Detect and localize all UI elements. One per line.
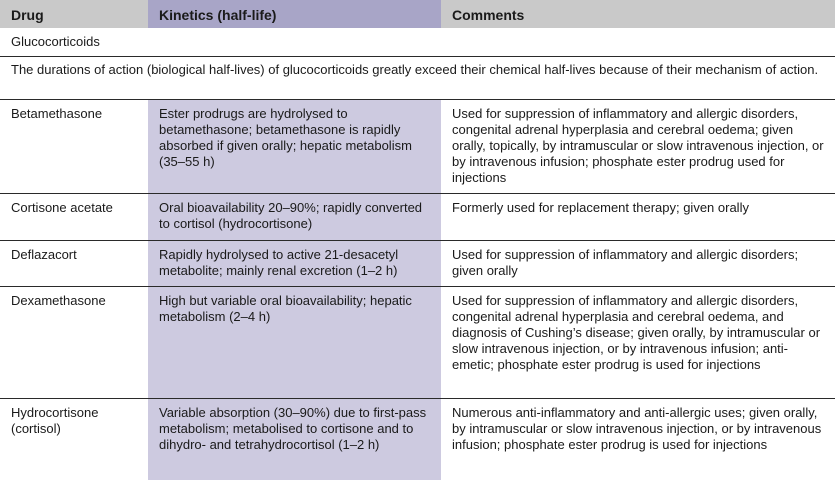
header-kinetics: Kinetics (half-life) [148, 0, 441, 28]
comments-cell: Formerly used for replacement therapy; given orally [452, 200, 749, 215]
kinetics-cell: Rapidly hydrolysed to active 21-desacetyl metabolite; mainly renal excretion (1–2 h) [148, 241, 441, 286]
table-row [0, 194, 835, 240]
table-row [0, 399, 835, 480]
divider [0, 56, 835, 57]
kinetics-cell: Oral bioavailability 20–90%; rapidly converted to cortisol (hydrocortisone) [148, 194, 441, 240]
comments-cell: Used for suppression of inflammatory and allergic disorders, congenital adrenal hyperplasia and cerebral oedema; given orally, topically, by intramuscular or slow intravenous injection, or by intravenous infusion; phosphate ester prodrug used for injections [452, 106, 824, 185]
drug-name: Cortisone acetate [11, 200, 113, 215]
section-title: Glucocorticoids [11, 34, 100, 49]
drug-name: Betamethasone [11, 106, 103, 121]
header-comments: Comments [452, 7, 525, 23]
header-drug: Drug [11, 7, 44, 23]
drug-name: Dexamethasone [11, 293, 106, 308]
comments-cell: Used for suppression of inflammatory and allergic disorders, congenital adrenal hyperplasia and cerebral oedema, and diagnosis of Cushing’s disease; given orally, by intramuscular or slow intravenous injection, or by intravenous infusion; anti-emetic; phosphate ester prodrug is used for injections [452, 293, 821, 372]
comments-cell: Numerous anti-inflammatory and anti-allergic uses; given orally, by intramuscular or slow intravenous injection, or by intravenous infusion; phosphate ester prodrug is used for injections [452, 405, 822, 452]
kinetics-cell: Ester prodrugs are hydrolysed to betamethasone; betamethasone is rapidly absorbed if given orally; hepatic metabolism (35–55 h) [148, 100, 441, 193]
table-header [0, 0, 835, 28]
kinetics-cell: Variable absorption (30–90%) due to first-pass metabolism; metabolised to cortisone and to dihydro- and tetrahydrocortisol (1–2 h) [148, 399, 441, 480]
kinetics-cell: High but variable oral bioavailability; hepatic metabolism (2–4 h) [148, 287, 441, 398]
comments-cell: Used for suppression of inflammatory and allergic disorders; given orally [452, 247, 799, 278]
drug-name: Hydrocortisone (cortisol) [11, 405, 99, 436]
table-row [0, 100, 835, 193]
table-row [0, 287, 835, 398]
drug-name: Deflazacort [11, 247, 77, 262]
table-row [0, 241, 835, 286]
section-note: The durations of action (biological half-lives) of glucocorticoids greatly exceed their chemical half-lives because of their mechanism of action. [11, 62, 819, 77]
